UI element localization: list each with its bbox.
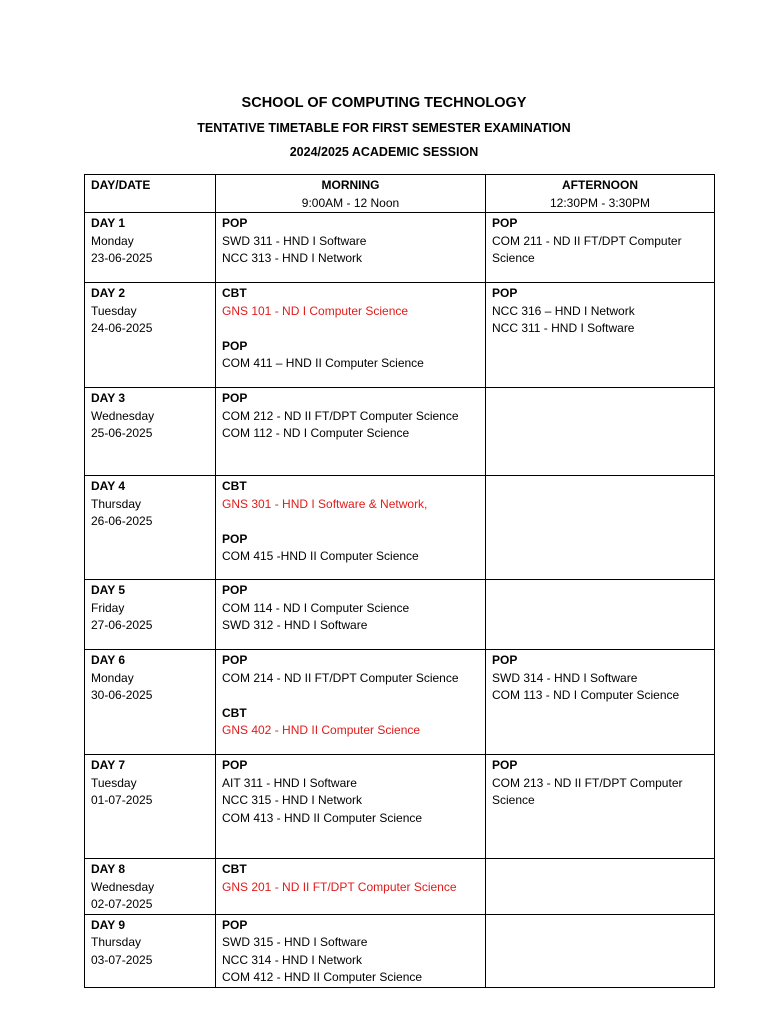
table-row xyxy=(85,755,715,859)
exam-type: CBT xyxy=(222,862,247,876)
afternoon-cell xyxy=(486,213,715,283)
course: COM 214 - ND II FT/DPT Computer Science xyxy=(222,670,459,685)
afternoon-cell xyxy=(486,388,715,476)
spacer xyxy=(222,687,479,705)
date: 26-06-2025 xyxy=(91,514,153,528)
date: 30-06-2025 xyxy=(91,688,153,702)
header-morning-label: MORNING xyxy=(321,178,380,192)
date: 23-06-2025 xyxy=(91,251,153,265)
exam-type: POP xyxy=(492,216,518,230)
table-row xyxy=(85,650,715,755)
header-daydate xyxy=(85,175,216,213)
morning-cell xyxy=(216,476,486,580)
day-label: DAY 8 xyxy=(91,862,126,876)
table-row xyxy=(85,213,715,283)
afternoon-cell xyxy=(486,650,715,755)
exam-type: CBT xyxy=(222,286,247,300)
header-daydate-label: DAY/DATE xyxy=(91,178,151,192)
header-afternoon xyxy=(486,175,715,213)
course: COM 113 - ND I Computer Science xyxy=(492,688,680,702)
exam-type: POP xyxy=(222,391,248,405)
course: NCC 314 - HND I Network xyxy=(222,952,363,967)
weekday: Tuesday xyxy=(91,303,137,318)
morning-cell xyxy=(216,388,486,476)
course: NCC 316 – HND I Network xyxy=(492,303,635,318)
day-cell xyxy=(85,580,216,650)
afternoon-cell xyxy=(486,283,715,388)
morning-cell xyxy=(216,859,486,915)
weekday: Monday xyxy=(91,233,134,248)
afternoon-cell xyxy=(486,476,715,580)
weekday: Tuesday xyxy=(91,775,137,790)
table-row xyxy=(85,580,715,650)
course: COM 114 - ND I Computer Science xyxy=(222,600,410,615)
day-label: DAY 6 xyxy=(91,653,126,667)
table-row xyxy=(85,859,715,915)
day-label: DAY 5 xyxy=(91,583,126,597)
exam-type: POP xyxy=(222,758,248,772)
weekday: Monday xyxy=(91,670,134,685)
afternoon-cell xyxy=(486,755,715,859)
school-title: SCHOOL OF COMPUTING TECHNOLOGY xyxy=(241,95,527,111)
course: COM 412 - HND II Computer Science xyxy=(222,970,423,984)
date: 02-07-2025 xyxy=(91,897,153,911)
day-cell xyxy=(85,213,216,283)
day-label: DAY 9 xyxy=(91,917,126,932)
morning-cell xyxy=(216,580,486,650)
day-label: DAY 3 xyxy=(91,391,126,405)
day-label: DAY 7 xyxy=(91,758,126,772)
course: AIT 311 - HND I Software xyxy=(222,775,357,790)
day-cell xyxy=(85,388,216,476)
date: 24-06-2025 xyxy=(91,321,153,335)
course: GNS 301 - HND I Software & Network, xyxy=(222,496,428,511)
afternoon-cell xyxy=(486,859,715,915)
morning-cell xyxy=(216,755,486,859)
course: SWD 314 - HND I Software xyxy=(492,670,638,685)
table-row xyxy=(85,914,715,987)
spacer xyxy=(222,320,479,338)
date: 01-07-2025 xyxy=(91,793,153,807)
exam-type: POP xyxy=(222,653,248,667)
exam-timetable xyxy=(84,174,715,988)
course: COM 211 - ND II FT/DPT Computer Science xyxy=(492,233,682,265)
date: 03-07-2025 xyxy=(91,952,153,967)
exam-type: POP xyxy=(222,338,248,353)
day-cell xyxy=(85,650,216,755)
weekday: Friday xyxy=(91,600,125,615)
course: SWD 311 - HND I Software xyxy=(222,233,367,248)
date: 25-06-2025 xyxy=(91,426,153,440)
day-label: DAY 4 xyxy=(91,479,126,493)
academic-session: 2024/2025 ACADEMIC SESSION xyxy=(289,145,479,159)
date: 27-06-2025 xyxy=(91,618,153,632)
exam-type: POP xyxy=(492,758,518,772)
morning-cell xyxy=(216,650,486,755)
day-cell xyxy=(85,914,216,987)
course: GNS 402 - HND II Computer Science xyxy=(222,723,421,737)
exam-type: POP xyxy=(222,216,248,230)
table-row xyxy=(85,476,715,580)
exam-type: POP xyxy=(492,286,518,300)
exam-type: POP xyxy=(222,917,248,932)
timetable-subtitle: TENTATIVE TIMETABLE FOR FIRST SEMESTER EXAMINATION xyxy=(197,121,571,135)
course: COM 212 - ND II FT/DPT Computer Science xyxy=(222,408,459,423)
exam-type: CBT xyxy=(222,479,247,493)
course: NCC 313 - HND I Network xyxy=(222,251,363,265)
weekday: Thursday xyxy=(91,496,142,511)
day-label: DAY 1 xyxy=(91,216,126,230)
table-row xyxy=(85,388,715,476)
afternoon-cell xyxy=(486,914,715,987)
table-row xyxy=(85,283,715,388)
spacer xyxy=(222,513,479,531)
exam-type: CBT xyxy=(222,705,247,720)
exam-type: POP xyxy=(492,653,518,667)
course: COM 415 -HND II Computer Science xyxy=(222,549,419,563)
day-cell xyxy=(85,283,216,388)
header-morning-time: 9:00AM - 12 Noon xyxy=(301,195,400,210)
morning-cell xyxy=(216,914,486,987)
exam-type: POP xyxy=(222,531,248,546)
weekday: Thursday xyxy=(91,935,142,949)
day-label: DAY 2 xyxy=(91,286,126,300)
course: NCC 315 - HND I Network xyxy=(222,793,363,807)
day-cell xyxy=(85,755,216,859)
header-morning xyxy=(216,175,486,213)
afternoon-cell xyxy=(486,580,715,650)
header-afternoon-label: AFTERNOON xyxy=(562,178,638,192)
course: COM 413 - HND II Computer Science xyxy=(222,810,423,825)
course: SWD 312 - HND I Software xyxy=(222,618,368,632)
weekday: Wednesday xyxy=(91,408,155,423)
header-afternoon-time: 12:30PM - 3:30PM xyxy=(549,195,651,210)
exam-type: POP xyxy=(222,583,248,597)
course: NCC 311 - HND I Software xyxy=(492,321,635,335)
course: GNS 201 - ND II FT/DPT Computer Science xyxy=(222,879,457,894)
day-cell xyxy=(85,859,216,915)
course: GNS 101 - ND I Computer Science xyxy=(222,303,409,318)
course: COM 213 - ND II FT/DPT Computer Science xyxy=(492,775,683,807)
course: COM 112 - ND I Computer Science xyxy=(222,426,410,440)
document-header xyxy=(0,93,768,163)
day-cell xyxy=(85,476,216,580)
morning-cell xyxy=(216,283,486,388)
course: SWD 315 - HND I Software xyxy=(222,935,368,949)
table-header-row xyxy=(85,175,715,213)
morning-cell xyxy=(216,213,486,283)
weekday: Wednesday xyxy=(91,879,155,894)
course: COM 411 – HND II Computer Science xyxy=(222,356,424,370)
